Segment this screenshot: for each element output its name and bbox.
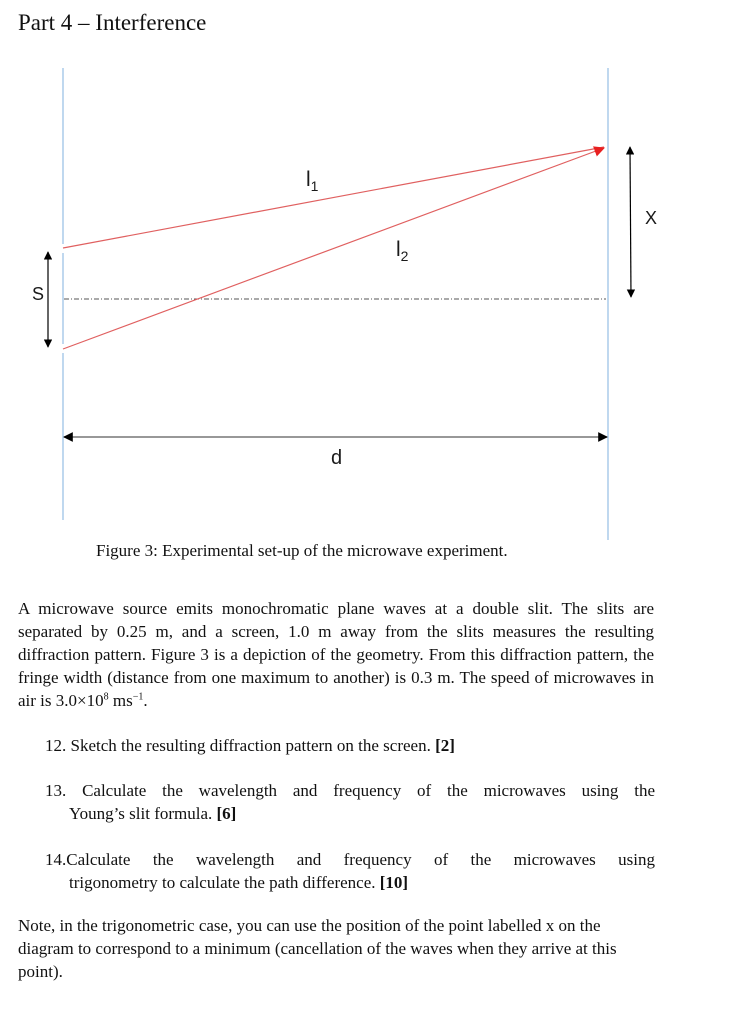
label-l2 — [396, 238, 408, 264]
question-text-cont: trigonometry to calculate the path difference. — [69, 873, 376, 892]
label-s: S — [32, 284, 45, 304]
x-arrow — [630, 147, 631, 297]
intro-power: 8 — [103, 691, 109, 703]
question-number: 12. — [45, 736, 67, 755]
question-line-2 — [45, 802, 655, 825]
question-marks: [2] — [435, 736, 455, 755]
label-l1 — [306, 168, 318, 194]
intro-end: . — [143, 691, 148, 710]
intro-text: A microwave source emits monochromatic plane waves at a double slit. The slits are separated by 0.25 m, and a screen, 1.0 m away from the slits measures the resulting diffraction pattern. Figure 3 is a depiction of the geometry. From this diffraction pattern, the fringe width (distance from one maximum to another) is 0.3 m. The speed of microwaves in air is 3.0×10 — [18, 599, 654, 710]
label-d: d — [331, 447, 343, 469]
question-marks: [6] — [216, 804, 237, 823]
question-text: Calculate the wavelength and frequency of the microwaves using — [66, 850, 655, 869]
question-13 — [45, 779, 655, 825]
label-x: X — [645, 208, 658, 228]
label-l2-sub: 2 — [400, 248, 409, 265]
figure-caption: Figure 3: Experimental set-up of the microwave experiment. — [96, 541, 508, 560]
question-line-1 — [45, 848, 655, 871]
question-line-2 — [45, 871, 655, 894]
intro-paragraph — [18, 597, 654, 712]
note-paragraph: Note, in the trigonometric case, you can use the position of the point labelled x on the diagram to correspond to a minimum (cancellation of the waves when they arrive at this point). — [18, 916, 617, 981]
page-title: Part 4 – Interference — [18, 10, 207, 35]
question-number: 13. — [45, 781, 67, 800]
question-14 — [45, 848, 655, 894]
question-number: 14. — [45, 850, 67, 869]
ray-l2 — [63, 148, 604, 349]
intro-unit: ms — [108, 691, 133, 710]
label-l1-sub: 1 — [310, 178, 319, 195]
question-text-cont: Young’s slit formula. — [69, 804, 213, 823]
question-text: Calculate the wavelength and frequency of the microwaves using the — [82, 781, 655, 800]
ray-l1 — [63, 147, 604, 248]
label-l1-base: l — [306, 168, 311, 191]
question-line-1 — [45, 779, 655, 802]
question-text: Sketch the resulting diffraction pattern on the screen. — [70, 736, 431, 755]
intro-unit-power: −1 — [132, 691, 144, 703]
question-marks: [10] — [379, 873, 409, 892]
question-12 — [45, 734, 655, 757]
label-l2-base: l — [396, 238, 401, 261]
